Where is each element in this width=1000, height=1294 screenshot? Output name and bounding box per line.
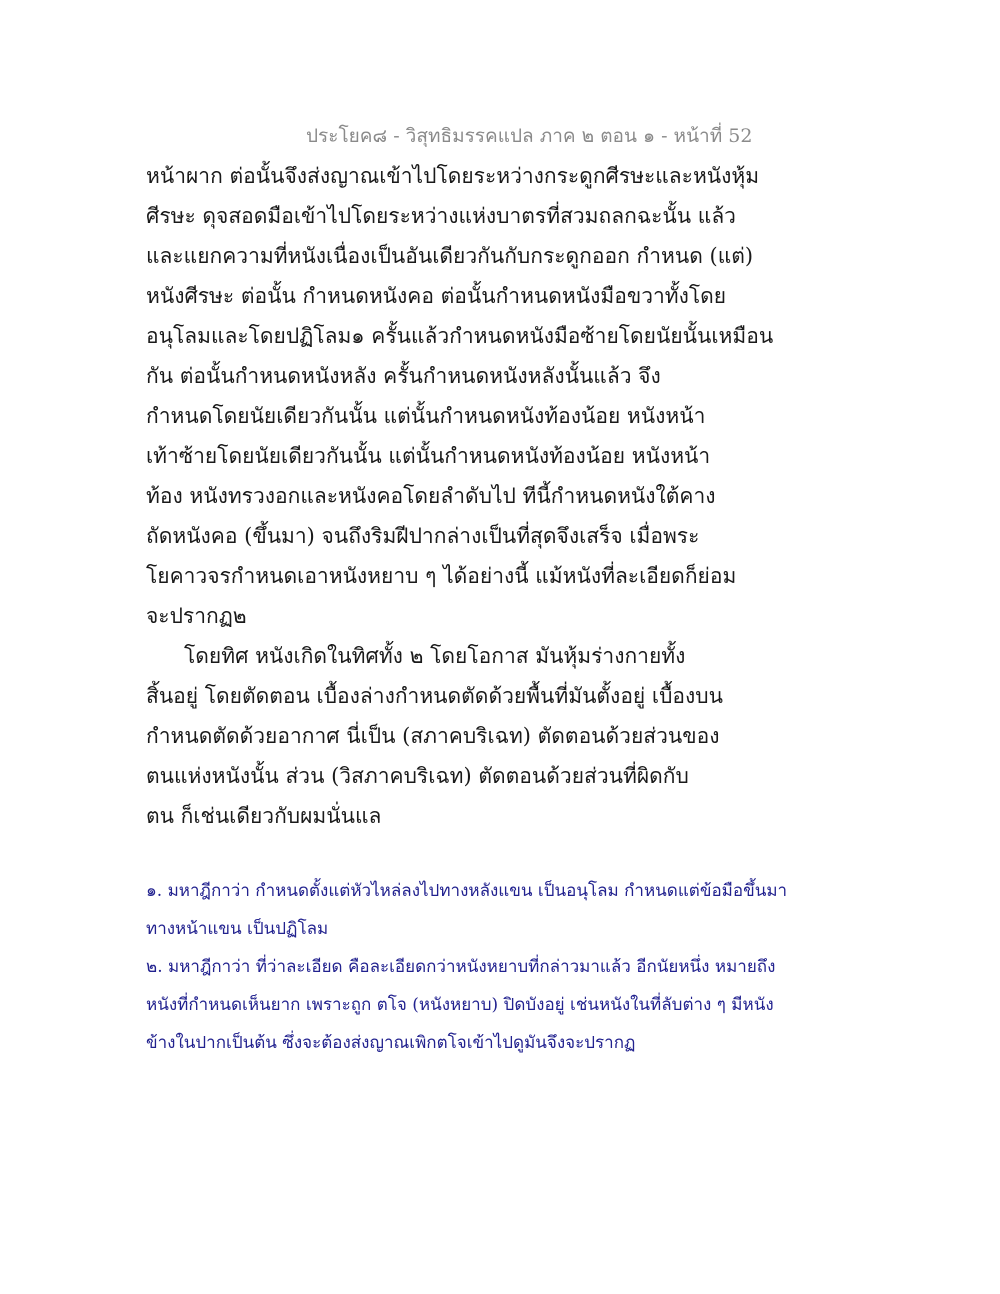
body-line: เท้าซ้ายโดยนัยเดียวกันนั้น แต่นั้นกำหนดหนังท้องน้อย หนังหน้า	[146, 444, 711, 468]
body-line: ถัดหนังคอ (ขึ้นมา) จนถึงริมฝีปากล่างเป็นที่สุดจึงเสร็จ เมื่อพระ	[146, 524, 700, 548]
body-line: อนุโลมและโดยปฏิโลม๑ ครั้นแล้วกำหนดหนังมือซ้ายโดยนัยนั้นเหมือน	[146, 324, 774, 348]
footnotes	[146, 872, 846, 1062]
body-line: กำหนดโดยนัยเดียวกันนั้น แต่นั้นกำหนดหนังท้องน้อย หนังหน้า	[146, 404, 706, 428]
body-line: สิ้นอยู่ โดยตัดตอน เบื้องล่างกำหนดตัดด้วยพื้นที่มันตั้งอยู่ เบื้องบน	[146, 684, 723, 708]
body-line: กัน ต่อนั้นกำหนดหนังหลัง ครั้นกำหนดหนังหลังนั้นแล้ว จึง	[146, 364, 661, 388]
body-line: หน้าผาก ต่อนั้นจึงส่งญาณเข้าไปโดยระหว่างกระดูกศีรษะและหนังหุ้ม	[146, 164, 760, 188]
footnote-2-line: ๒. มหาฎีกาว่า ที่ว่าละเอียด คือละเอียดกว่าหนังหยาบที่กล่าวมาแล้ว อีกนัยหนึ่ง หมายถึง	[146, 957, 776, 977]
footnote-1-line: ๑. มหาฎีกาว่า กำหนดตั้งแต่หัวไหล่ลงไปทางหลังแขน เป็นอนุโลม กำหนดแต่ข้อมือขึ้นมา	[146, 881, 788, 901]
footnote-1-line: ทางหน้าแขน เป็นปฏิโลม	[146, 919, 329, 939]
body-line: ศีรษะ ดุจสอดมือเข้าไปโดยระหว่างแห่งบาตรที่สวมถลกฉะนั้น แล้ว	[146, 204, 736, 228]
body-line: โยคาวจรกำหนดเอาหนังหยาบ ๆ ได้อย่างนี้ แม้หนังที่ละเอียดก็ย่อม	[146, 564, 737, 588]
body-text	[146, 156, 866, 836]
body-line: ตน ก็เช่นเดียวกับผมนั่นแล	[146, 804, 382, 828]
running-header: ประโยค๘ - วิสุทธิมรรคแปล ภาค ๒ ตอน ๑ - หน้าที่ 52	[306, 125, 753, 147]
body-line-paragraph-start: โดยทิศ หนังเกิดในทิศทั้ง ๒ โดยโอกาส มันหุ้มร่างกายทั้ง	[184, 644, 686, 668]
body-line: หนังศีรษะ ต่อนั้น กำหนดหนังคอ ต่อนั้นกำหนดหนังมือขวาทั้งโดย	[146, 284, 727, 308]
body-line: กำหนดตัดด้วยอากาศ นี่เป็น (สภาคบริเฉท) ตัดตอนด้วยส่วนของ	[146, 724, 720, 748]
body-line: ท้อง หนังทรวงอกและหนังคอโดยลำดับไป ทีนี้กำหนดหนังใต้คาง	[146, 484, 716, 508]
footnote-2-line: ข้างในปากเป็นต้น ซึ่งจะต้องส่งญาณเพิกตโจเข้าไปดูมันจึงจะปรากฏ	[146, 1033, 636, 1053]
body-line: และแยกความที่หนังเนื่องเป็นอันเดียวกันกับกระดูกออก กำหนด (แต่)	[146, 244, 754, 268]
footnote-2-line: หนังที่กำหนดเห็นยาก เพราะถูก ตโจ (หนังหยาบ) ปิดบังอยู่ เช่นหนังในที่ลับต่าง ๆ มีหนัง	[146, 995, 774, 1015]
body-line: ตนแห่งหนังนั้น ส่วน (วิสภาคบริเฉท) ตัดตอนด้วยส่วนที่ผิดกับ	[146, 764, 689, 788]
body-line: จะปรากฏ๒	[146, 604, 247, 628]
